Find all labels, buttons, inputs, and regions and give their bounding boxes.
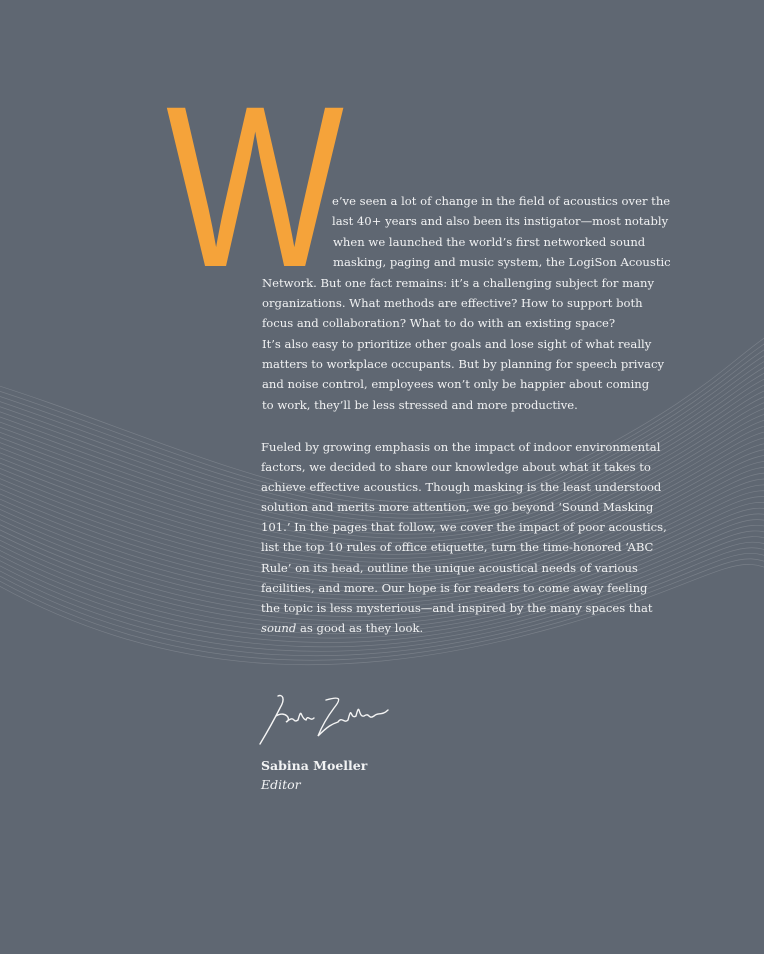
drop-cap: W: [166, 58, 341, 315]
author-name: Sabina Moeller: [261, 758, 368, 773]
closing-line: [261, 621, 423, 635]
text-line: to work, they’ll be less stressed and more productive.: [262, 398, 578, 412]
emphasis-word: sound: [261, 621, 297, 635]
text-line: solution and merits more attention, we go beyond ‘Sound Masking: [261, 500, 654, 514]
text-line: and noise control, employees won’t only be happier about coming: [262, 377, 650, 391]
text-line: Rule’ on its head, outline the unique acoustical needs of various: [261, 561, 638, 575]
text-line: when we launched the world’s first networked sound: [333, 235, 646, 249]
text-line: 101.’ In the pages that follow, we cover the impact of poor acoustics,: [261, 520, 667, 534]
text-line: It’s also easy to prioritize other goals and lose sight of what really: [262, 337, 652, 351]
closing-line-text: as good as they look.: [296, 621, 424, 635]
text-line: Fueled by growing emphasis on the impact of indoor environmental: [261, 440, 661, 454]
text-line: focus and collaboration? What to do with an existing space?: [262, 316, 616, 330]
text-line: list the top 10 rules of office etiquette, turn the time-honored ‘ABC: [261, 540, 654, 554]
text-line: factors, we decided to share our knowledge about what it takes to: [261, 460, 651, 474]
text-line: masking, paging and music system, the LogiSon Acoustic: [333, 255, 671, 269]
text-line: the topic is less mysterious—and inspired by the many spaces that: [261, 601, 653, 615]
text-line: matters to workplace occupants. But by planning for speech privacy: [262, 357, 665, 371]
text-line: Network. But one fact remains: it’s a challenging subject for many: [262, 276, 655, 290]
text-line: e’ve seen a lot of change in the field of acoustics over the: [332, 194, 671, 208]
text-line: last 40+ years and also been its instigator—most notably: [332, 214, 669, 228]
signature: [256, 686, 396, 748]
text-line: organizations. What methods are effective? How to support both: [262, 296, 643, 310]
text-line: achieve effective acoustics. Though masking is the least understood: [261, 480, 662, 494]
author-title: Editor: [261, 777, 301, 792]
text-line: facilities, and more. Our hope is for readers to come away feeling: [261, 581, 648, 595]
